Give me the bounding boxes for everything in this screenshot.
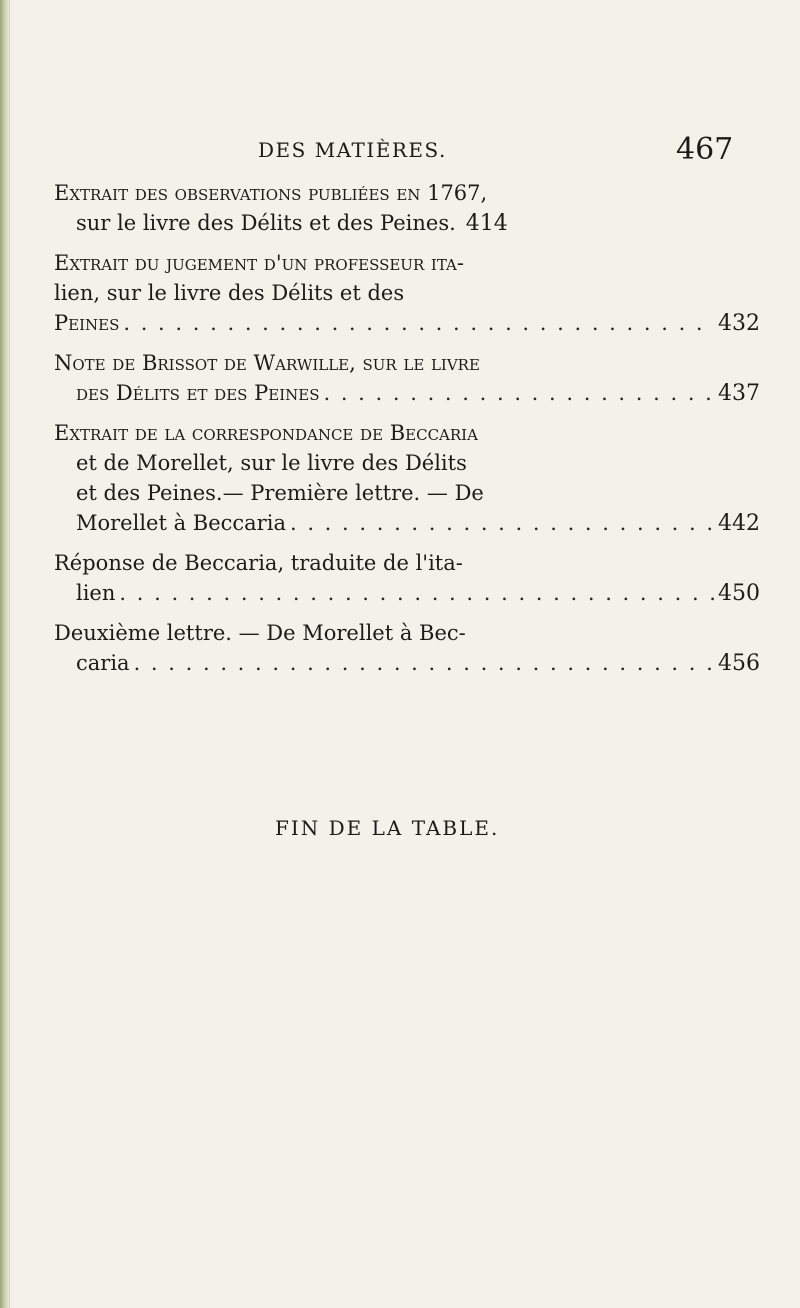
toc-entry	[52, 178, 760, 238]
toc-entry-line: Extrait des observations publiées en 1767,	[54, 181, 488, 205]
toc-entry-line: et de Morellet, sur le livre des Délits	[76, 451, 467, 475]
dot-leader	[119, 578, 714, 608]
toc-entry	[52, 618, 760, 678]
toc-entry-page: 432	[718, 311, 760, 336]
toc-entry-text: Morellet à Beccaria	[76, 511, 286, 535]
toc-entry-line: Réponse de Beccaria, traduite de l'ita-	[54, 551, 463, 575]
dot-leader	[323, 378, 714, 408]
toc-entry-last-line	[52, 578, 760, 608]
toc-entry-text: sur le livre des Délits et des Peines.	[76, 211, 456, 235]
toc-entry-line: et des Peines.— Première lettre. — De	[76, 481, 484, 505]
toc-entry-last-line	[52, 508, 760, 538]
toc-entry-page: 437	[718, 381, 760, 406]
toc-entry-page: 450	[718, 581, 760, 606]
toc-entry-last-line	[52, 378, 760, 408]
running-title: DES MATIÈRES.	[258, 138, 447, 162]
page-number: 467	[676, 132, 734, 167]
toc-entry-last-line	[52, 308, 760, 338]
page-edge-line	[9, 0, 10, 1308]
end-of-table-text: FIN DE LA TABLE.	[275, 816, 500, 840]
dot-leader	[123, 308, 714, 338]
toc-entry-line: Extrait de la correspondance de Beccaria	[54, 421, 478, 445]
toc-entry-text: lien	[76, 581, 116, 605]
dot-leader	[290, 508, 714, 538]
table-of-contents	[52, 178, 760, 688]
toc-entry	[52, 418, 760, 538]
toc-entry	[52, 548, 760, 608]
toc-entry-line: lien, sur le livre des Délits et des	[54, 281, 405, 305]
toc-entry-last-line	[52, 208, 760, 238]
toc-entry-last-line	[52, 648, 760, 678]
page-binding-edge	[0, 0, 9, 1308]
toc-entry-page: 414	[465, 211, 508, 236]
toc-entry-line: Note de Brissot de Warwille, sur le livre	[54, 351, 480, 375]
toc-entry	[52, 248, 760, 338]
toc-entry-text: des Délits et des Peines	[76, 381, 320, 405]
toc-entry-line: Extrait du jugement d'un professeur ita-	[54, 251, 464, 275]
toc-entry-page: 456	[718, 651, 760, 676]
toc-entry-text: caria	[76, 651, 130, 675]
toc-entry-text: Peines	[54, 311, 120, 335]
toc-entry-line: Deuxième lettre. — De Morellet à Bec-	[54, 621, 466, 645]
dot-leader	[134, 648, 714, 678]
toc-entry	[52, 348, 760, 408]
toc-entry-page: 442	[718, 511, 760, 536]
